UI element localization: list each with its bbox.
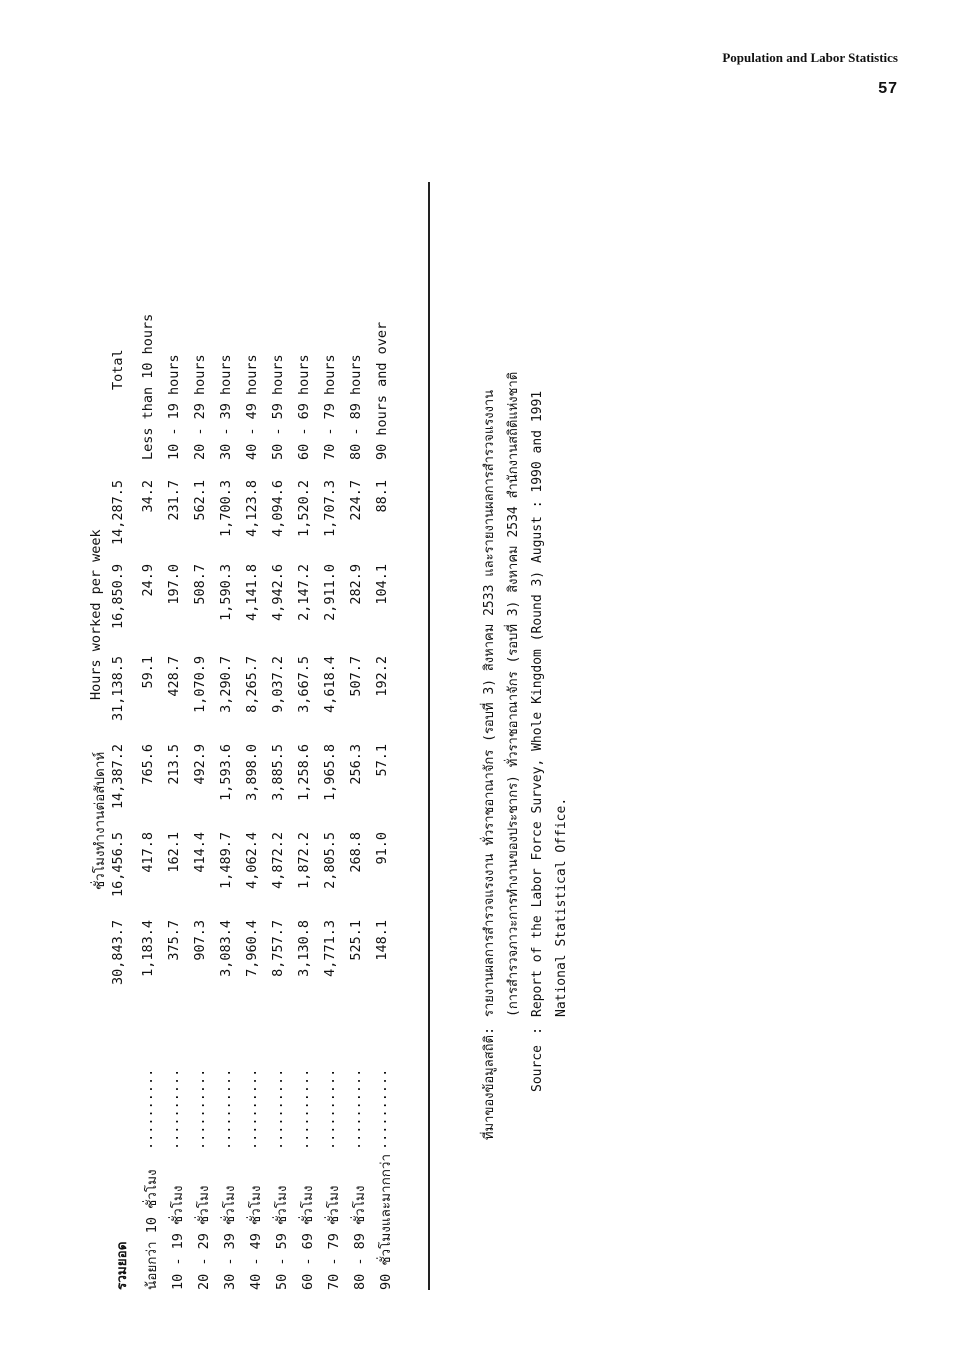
table-cell: 4,618.4 — [322, 656, 338, 713]
table-cell: 508.7 — [192, 564, 208, 605]
row-label-en: 10 - 19 hours — [166, 354, 182, 460]
divider-line — [428, 182, 430, 1290]
table-cell: 1,489.7 — [218, 832, 234, 889]
total-cell: 14,387.2 — [110, 744, 126, 810]
table-cell: 1,070.9 — [192, 656, 208, 713]
table-cell: 492.9 — [192, 744, 208, 785]
table-cell: 4,771.3 — [322, 920, 338, 977]
table-cell: 1,590.3 — [218, 564, 234, 621]
row-label-thai: 10 - 19 ชั่วโมง — [170, 1185, 186, 1290]
table-cell: 3,083.4 — [218, 920, 234, 977]
leader-dots: .......... — [244, 1068, 260, 1150]
table-cell: 7,960.4 — [244, 920, 260, 977]
row-label-en: 80 - 89 hours — [348, 354, 364, 460]
leader-dots: .......... — [218, 1068, 234, 1150]
source-en-row-2 — [550, 340, 574, 1140]
total-cell: 16,850.9 — [110, 564, 126, 630]
row-label-thai: 80 - 89 ชั่วโมง — [352, 1185, 368, 1290]
table-cell: 1,258.6 — [296, 744, 312, 801]
row-label-thai: 90 ชั่วโมงและมากกว่า — [378, 1153, 394, 1290]
page-number: 57 — [878, 80, 898, 97]
table-cell: 162.1 — [166, 832, 182, 873]
table-cell: 507.7 — [348, 656, 364, 697]
table-cell: 1,520.2 — [296, 480, 312, 537]
table-cell: 24.9 — [140, 564, 156, 597]
colon: : — [482, 1027, 497, 1035]
row-label-thai: 50 - 59 ชั่วโมง — [274, 1185, 290, 1290]
table-cell: 562.1 — [192, 480, 208, 521]
source-en-line-2: National Statistical Office. — [554, 797, 569, 1017]
table-cell: 3,290.7 — [218, 656, 234, 713]
table-cell: 268.8 — [348, 832, 364, 873]
table-row — [296, 190, 316, 1290]
colon: : — [530, 1027, 545, 1035]
table-cell: 3,885.5 — [270, 744, 286, 801]
total-label-thai: รวมยอด — [114, 1241, 130, 1290]
rotated-table — [88, 190, 394, 1290]
total-cell: 16,456.5 — [110, 832, 126, 898]
table-cell: 1,700.3 — [218, 480, 234, 537]
table-cell: 148.1 — [374, 920, 390, 961]
table-cell: 428.7 — [166, 656, 182, 697]
table-cell: 4,141.8 — [244, 564, 260, 621]
table-row — [244, 190, 264, 1290]
table-cell: 34.2 — [140, 480, 156, 513]
table-row — [218, 190, 238, 1290]
total-cell: 31,138.5 — [110, 656, 126, 722]
totals-row — [110, 190, 130, 1290]
source-thai-label: ที่มาของข้อมูลสถิติ — [482, 1035, 497, 1140]
table-cell: 213.5 — [166, 744, 182, 785]
table-cell: 4,123.8 — [244, 480, 260, 537]
source-en-row-1 — [526, 340, 550, 1140]
leader-dots: .......... — [296, 1068, 312, 1150]
row-label-en: 70 - 79 hours — [322, 354, 338, 460]
source-thai-row-2 — [502, 340, 526, 1140]
table-cell: 4,872.2 — [270, 832, 286, 889]
table-cell: 3,667.5 — [296, 656, 312, 713]
table-cell: 8,757.7 — [270, 920, 286, 977]
table-row — [322, 190, 342, 1290]
total-cell: 14,287.5 — [110, 480, 126, 546]
source-thai-line-1: รายงานผลการสำรวจแรงงาน ทั่วราชอาณาจักร (รอบที่ 3) สิงหาคม 2533 และรายงานผลการสำรวจแรงงาน — [482, 389, 497, 1017]
source-notes — [478, 340, 578, 1140]
table-cell: 2,147.2 — [296, 564, 312, 621]
table-cell: 104.1 — [374, 564, 390, 605]
table-cell: 224.7 — [348, 480, 364, 521]
row-label-en: Less than 10 hours — [140, 313, 156, 460]
table-cell: 8,265.7 — [244, 656, 260, 713]
row-label-en: 30 - 39 hours — [218, 354, 234, 460]
table-cell: 907.3 — [192, 920, 208, 961]
table-cell: 59.1 — [140, 656, 156, 689]
table-cell: 9,037.2 — [270, 656, 286, 713]
table-row — [140, 190, 160, 1290]
leader-dots: .......... — [166, 1068, 182, 1150]
table-cell: 1,593.6 — [218, 744, 234, 801]
column-group-header — [88, 190, 108, 1290]
header-title: Population and Labor Statistics — [722, 50, 898, 65]
table-cell: 282.9 — [348, 564, 364, 605]
table-cell: 375.7 — [166, 920, 182, 961]
row-label-thai: 30 - 39 ชั่วโมง — [222, 1185, 238, 1290]
table-cell: 1,183.4 — [140, 920, 156, 977]
table-cell: 2,805.5 — [322, 832, 338, 889]
leader-dots: .......... — [270, 1068, 286, 1150]
row-label-thai: 40 - 49 ชั่วโมง — [248, 1185, 264, 1290]
table-cell: 4,062.4 — [244, 832, 260, 889]
table-cell: 1,872.2 — [296, 832, 312, 889]
table-cell: 91.0 — [374, 832, 390, 865]
row-label-en: 20 - 29 hours — [192, 354, 208, 460]
leader-dots: .......... — [322, 1068, 338, 1150]
table-cell: 88.1 — [374, 480, 390, 513]
total-label-en: Total — [110, 349, 126, 390]
leader-dots: .......... — [140, 1068, 156, 1150]
source-thai-row-1 — [478, 340, 502, 1140]
total-cell: 30,843.7 — [110, 920, 126, 986]
table-cell: 4,094.6 — [270, 480, 286, 537]
leader-dots: .......... — [192, 1068, 208, 1150]
table-cell: 765.6 — [140, 744, 156, 785]
table-row — [270, 190, 290, 1290]
table-cell: 57.1 — [374, 744, 390, 777]
row-label-thai: 20 - 29 ชั่วโมง — [196, 1185, 212, 1290]
leader-dots: .......... — [348, 1068, 364, 1150]
source-en-label: Source — [530, 1045, 545, 1092]
table-row — [192, 190, 212, 1290]
table-cell: 4,942.6 — [270, 564, 286, 621]
table-cell: 231.7 — [166, 480, 182, 521]
table-cell: 2,911.0 — [322, 564, 338, 621]
table-cell: 1,707.3 — [322, 480, 338, 537]
table-cell: 414.4 — [192, 832, 208, 873]
table-cell: 417.8 — [140, 832, 156, 873]
row-label-en: 60 - 69 hours — [296, 354, 312, 460]
row-label-thai: น้อยกว่า 10 ชั่วโมง — [144, 1169, 160, 1290]
source-thai-line-2: (การสำรวจภาวะการทำงานของประชากร) ทั่วราชอาณาจักร (รอบที่ 3) สิงหาคม 2534 สำนักงานสถิติแห่งชาติ — [506, 371, 521, 1017]
table-cell: 3,898.0 — [244, 744, 260, 801]
source-en-line-1: Report of the Labor Force Survey, Whole Kingdom (Round 3) August : 1990 and 1991 — [530, 390, 545, 1017]
table-cell: 1,965.8 — [322, 744, 338, 801]
table-row — [166, 190, 186, 1290]
table-row — [348, 190, 368, 1290]
table-cell: 525.1 — [348, 920, 364, 961]
table-cell: 3,130.8 — [296, 920, 312, 977]
col-group-en: Hours worked per week — [88, 529, 104, 700]
table-row — [374, 190, 394, 1290]
row-label-en: 90 hours and over — [374, 321, 390, 460]
leader-dots: .......... — [374, 1068, 390, 1150]
table-cell: 256.3 — [348, 744, 364, 785]
row-label-en: 50 - 59 hours — [270, 354, 286, 460]
row-label-thai: 60 - 69 ชั่วโมง — [300, 1185, 316, 1290]
row-label-thai: 70 - 79 ชั่วโมง — [326, 1185, 342, 1290]
row-label-en: 40 - 49 hours — [244, 354, 260, 460]
table-cell: 197.0 — [166, 564, 182, 605]
col-group-thai: ชั่วโมงทำงานต่อสัปดาห์ — [92, 751, 108, 890]
table-cell: 192.2 — [374, 656, 390, 697]
